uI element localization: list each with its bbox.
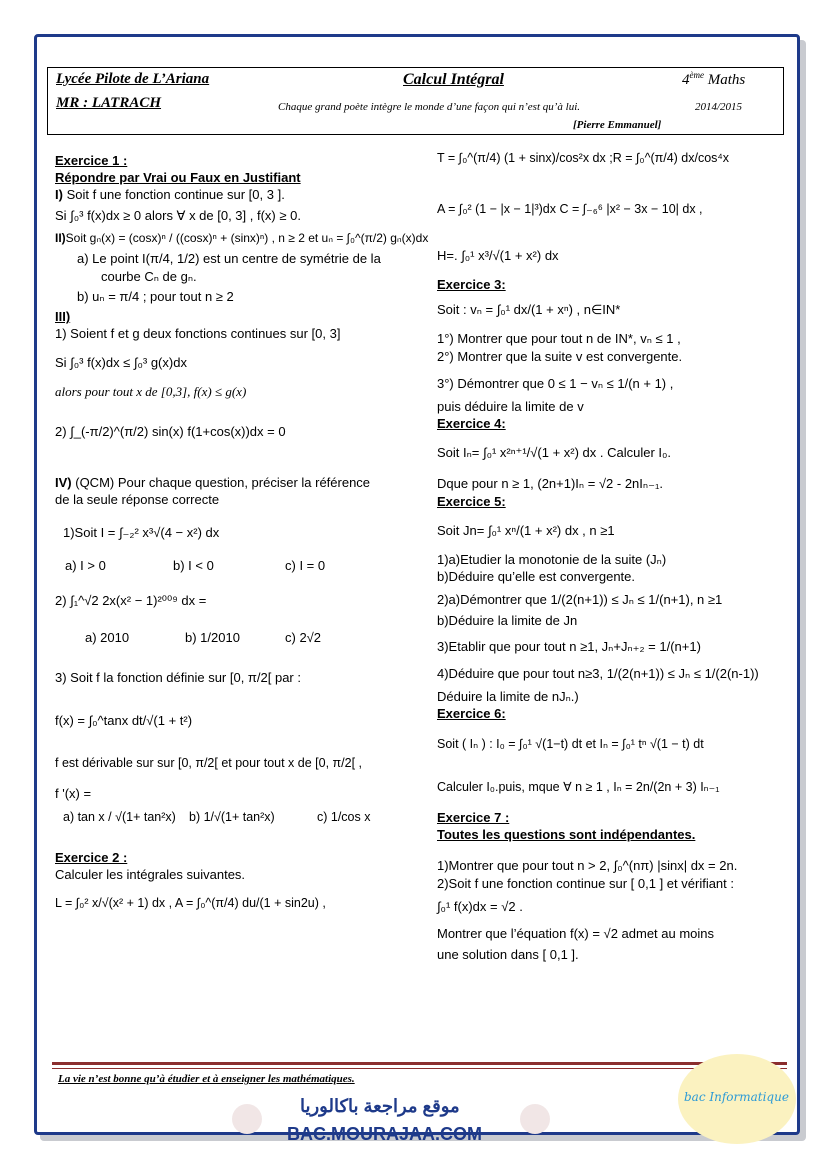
ex7-q2-show: Montrer que l’équation f(x) = √2 admet au moins: [437, 925, 715, 941]
ex1-part-I-text: Soit f une fonction continue sur [0, 3 ].: [62, 187, 285, 203]
qcm-1: 1)Soit I = ∫₋₂² x³√(4 − x²) dx: [63, 525, 220, 541]
header-quote: Chaque grand poète intègre le monde d’une façon qui n’est qu’à lui.: [278, 101, 581, 113]
qcm-2-options: [55, 629, 417, 646]
ex5-title: Exercice 5:: [437, 493, 506, 509]
level: 4ème Maths: [682, 70, 746, 88]
ex7-title: Exercice 7 :: [437, 810, 510, 826]
qcm-2-option-c: c) 2√2: [285, 630, 322, 646]
ex1-IIa: a) Le point I(π/4, 1/2) est un centre de symétrie de la: [77, 251, 381, 267]
ex4-def: Soit Iₙ= ∫₀¹ x²ⁿ⁺¹/√(1 + x²) dx . Calculer I₀.: [437, 445, 672, 461]
qcm-2-option-b: b) 1/2010: [185, 630, 240, 646]
ex3-q1: 1°) Montrer que pour tout n de IN*, vₙ ≤ 1 ,: [437, 331, 681, 347]
ex2-T-R: T = ∫₀^(π/4) (1 + sinx)/cos²x dx ;R = ∫₀^(π/4) dx/cos⁴x: [437, 151, 730, 165]
ex1-title: Exercice 1 :: [55, 153, 128, 168]
ex7-q2-cond: ∫₀¹ f(x)dx = √2 .: [437, 898, 523, 914]
ex1-part-II-text: Soit gₙ(x) = (cosx)ⁿ / ((cosx)ⁿ + (sinx)ⁿ) , n ≥ 2 et uₙ = ∫₀^(π/2) gₙ(x)dx: [65, 230, 429, 245]
footer-quote: La vie n’est bonne qu’à étudier et à enseigner les mathématiques.: [58, 1073, 355, 1085]
ex3-title: Exercice 3:: [437, 277, 506, 293]
ex4-title: Exercice 4:: [437, 416, 506, 432]
ex5-q1b: b)Déduire qu’elle est convergente.: [437, 569, 636, 585]
qcm-1-option-b: b) I < 0: [173, 558, 214, 574]
qcm-1-option-a: a) I > 0: [65, 558, 106, 574]
ex2-title: Exercice 2 :: [55, 850, 128, 866]
ex5-q2b: b)Déduire la limite de Jn: [437, 613, 578, 629]
ex1-part-IV-text: (QCM) Pour chaque question, préciser la référence: [71, 474, 371, 490]
ex3-q3-cont: puis déduire la limite de v: [437, 398, 584, 414]
footer-rule: [52, 1062, 787, 1065]
ex7-subtitle: Toutes les questions sont indépendantes.: [437, 827, 696, 843]
qcm-3-function: f(x) = ∫₀^tanx dt/√(1 + t²): [55, 712, 193, 728]
left-column: [55, 152, 429, 912]
qcm-2-option-a: a) 2010: [85, 630, 130, 646]
ex6-def: Soit ( Iₙ ) : I₀ = ∫₀¹ √(1−t) dt et Iₙ = ∫₀¹ tⁿ √(1 − t) dt: [437, 737, 704, 752]
watermark-site[interactable]: BAC.MOURAJAA.COM: [287, 1124, 482, 1144]
ex5-def: Soit Jn= ∫₀¹ xⁿ/(1 + x²) dx , n ≥1: [437, 522, 615, 538]
teacher-name: MR : LATRACH: [56, 95, 162, 111]
ex1-part-III-label: III): [55, 308, 71, 324]
badge-text: bac Informatique: [684, 1090, 789, 1104]
ex1-III-1: 1) Soient f et g deux fonctions continues sur [0, 3]: [55, 326, 341, 342]
qcm-3-options: [55, 809, 417, 826]
bac-informatique-badge: [678, 1054, 796, 1144]
qcm-1-options: [55, 557, 417, 574]
school-year: 2014/2015: [695, 101, 743, 113]
qcm-1-option-c: c) I = 0: [285, 558, 326, 574]
ex1-III-2: 2) ∫_(-π/2)^(π/2) sin(x) f(1+cos(x))dx = 0: [55, 423, 286, 439]
ex5-q1a: 1)a)Etudier la monotonie de la suite (Jₙ): [437, 551, 667, 567]
ex1-part-I-label: I): [55, 187, 63, 203]
ex1-part-II-label: II): [55, 230, 66, 245]
ex5-q4-cont: Déduire la limite de nJₙ.): [437, 688, 579, 704]
watermark-arabic: موقع مراجعة باكالوريا: [300, 1096, 460, 1116]
qcm-3-prompt: f '(x) =: [55, 786, 92, 802]
footer-rule-thin: [52, 1068, 787, 1069]
site-logo-icon-right: [520, 1104, 550, 1134]
ex7-q2-cont: une solution dans [ 0,1 ].: [437, 947, 579, 963]
ex5-q4: 4)Déduire que pour tout n≥3, 1/(2(n+1)) ≤ Jₙ ≤ 1/(2(n-1)): [437, 665, 759, 681]
ex1-IIb: b) uₙ = π/4 ; pour tout n ≥ 2: [77, 288, 234, 304]
ex1-IV-text-cont: de la seule réponse correcte: [55, 491, 220, 507]
ex4-q: Dque pour n ≥ 1, (2n+1)Iₙ = √2 - 2nIₙ₋₁.: [437, 476, 663, 492]
ex1-III-1-conclusion: alors pour tout x de [0,3], f(x) ≤ g(x): [55, 384, 247, 400]
ex2-text: Calculer les intégrales suivantes.: [55, 867, 246, 883]
ex7-q2: 2)Soit f une fonction continue sur [ 0,1 ] et vérifiant :: [437, 875, 735, 891]
ex3-def: Soit : vₙ = ∫₀¹ dx/(1 + xⁿ) , n∈IN*: [437, 302, 621, 318]
ex6-title: Exercice 6:: [437, 705, 506, 721]
school-name: Lycée Pilote de L’Ariana: [56, 71, 210, 87]
ex1-IIa-cont: courbe Cₙ de gₙ.: [101, 268, 197, 284]
ex3-q2: 2°) Montrer que la suite v est convergente.: [437, 348, 683, 364]
quote-author: [Pierre Emmanuel]: [573, 119, 662, 131]
qcm-3-option-c: c) 1/cos x: [317, 809, 371, 824]
ex3-q3: 3°) Démontrer que 0 ≤ 1 − vₙ ≤ 1/(n + 1) ,: [437, 375, 674, 391]
qcm-3: 3) Soit f la fonction définie sur [0, π/2[ par :: [55, 669, 301, 685]
right-column: [437, 146, 782, 963]
qcm-2: 2) ∫₁^√2 2x(x² − 1)²⁰⁰⁹ dx =: [55, 593, 207, 609]
ex1-I-statement: Si ∫₀³ f(x)dx ≥ 0 alors ∀ x de [0, 3] , f(x) ≥ 0.: [55, 208, 301, 224]
ex1-part-IV-label: IV): [55, 474, 72, 490]
doc-title: Calcul Intégral: [403, 71, 504, 88]
ex2-H: H=. ∫₀¹ x³/√(1 + x²) dx: [437, 248, 559, 263]
qcm-3-option-b: b) 1/√(1+ tan²x): [189, 809, 275, 824]
ex2-A-C: A = ∫₀² (1 − |x − 1|³)dx C = ∫₋₆⁶ |x² − 3x − 10| dx ,: [437, 201, 703, 216]
qcm-3-option-a: a) tan x / √(1+ tan²x): [63, 809, 176, 824]
ex1-III-1-condition: Si ∫₀³ f(x)dx ≤ ∫₀³ g(x)dx: [55, 355, 187, 371]
ex5-q3: 3)Etablir que pour tout n ≥1, Jₙ+Jₙ₊₂ = 1/(n+1): [437, 638, 701, 654]
qcm-3-derivable: f est dérivable sur sur [0, π/2[ et pour tout x de [0, π/2[ ,: [55, 755, 362, 770]
ex2-L-A: L = ∫₀² x/√(x² + 1) dx , A = ∫₀^(π/4) du/(1 + sin2u) ,: [55, 896, 326, 911]
site-logo-icon: [232, 1104, 262, 1134]
ex1-subtitle: Répondre par Vrai ou Faux en Justifiant: [55, 170, 301, 186]
ex6-q: Calculer I₀.puis, mque ∀ n ≥ 1 , Iₙ = 2n/(2n + 3) Iₙ₋₁: [437, 779, 720, 794]
ex5-q2a: 2)a)Démontrer que 1/(2(n+1)) ≤ Jₙ ≤ 1/(n+1), n ≥1: [437, 592, 723, 608]
ex7-q1: 1)Montrer que pour tout n > 2, ∫₀^(nπ) |sinx| dx = 2n.: [437, 858, 738, 874]
